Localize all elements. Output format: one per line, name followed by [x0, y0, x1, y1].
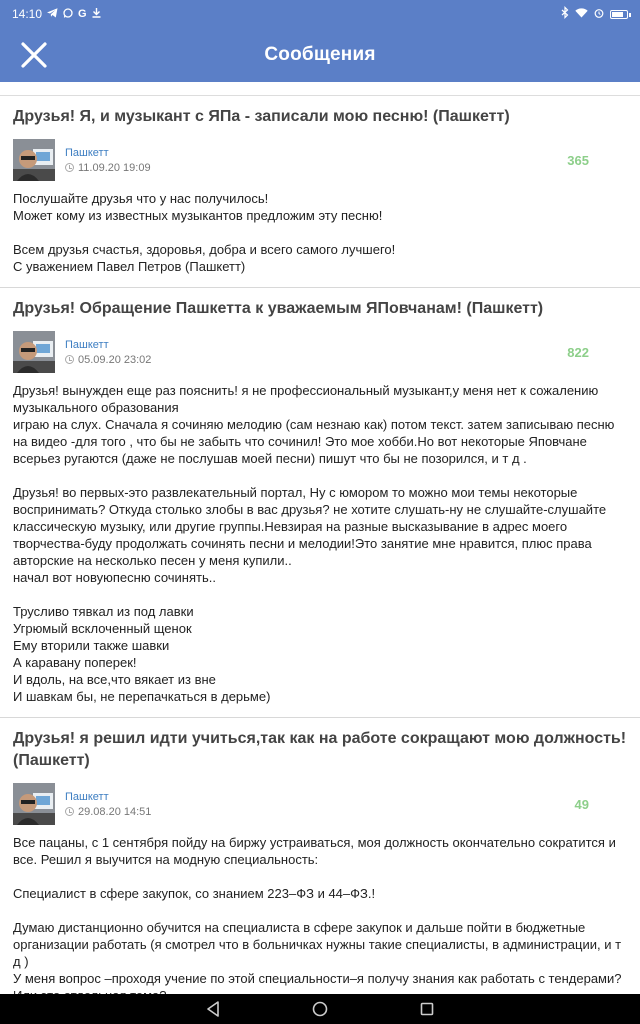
clock-icon	[65, 807, 74, 816]
post-card[interactable]	[0, 96, 640, 288]
clock-icon	[65, 163, 74, 172]
post-meta-text	[65, 790, 151, 819]
post-body-line: И шавкам бы, не перепачкаться в дерьме)	[13, 689, 271, 704]
post-body-line: начал вот новуюпесню сочинять..	[13, 570, 216, 585]
system-nav-bar	[0, 994, 640, 1024]
post-body-line: У меня вопрос –проходя учение по этой специальности–я получу знания как работать с тендерами?	[13, 971, 622, 986]
close-icon	[20, 41, 48, 69]
post-body	[13, 834, 627, 1004]
google-icon: G	[78, 7, 87, 20]
post-body-line: Послушайте друзья что у нас получилось!	[13, 191, 269, 206]
bluetooth-icon	[561, 7, 569, 21]
post-title[interactable]: Друзья! Обращение Пашкетта к уважаемым ЯПовчанам! (Пашкетт)	[13, 300, 544, 317]
views-count: 49	[574, 796, 589, 812]
wifi-icon	[575, 8, 588, 21]
post-title[interactable]: Друзья! Я, и музыкант с ЯПа - записали мою песню! (Пашкетт)	[13, 108, 510, 125]
nav-back-button[interactable]	[205, 1001, 221, 1017]
post-body-line	[13, 868, 627, 885]
messages-list[interactable]	[0, 82, 640, 994]
post-body	[13, 190, 627, 275]
post-body-line	[13, 467, 627, 484]
post-meta	[13, 782, 627, 826]
post-body-line: Может кому из известных музыкантов предложим эту песню!	[13, 208, 383, 223]
post-date-text: 11.09.20 19:09	[78, 161, 151, 174]
avatar[interactable]	[13, 331, 55, 373]
avatar[interactable]	[13, 783, 55, 825]
alarm-icon	[594, 8, 604, 21]
post-body-line: Специалист в сфере закупок, со знанием 223–ФЗ и 44–ФЗ.!	[13, 886, 376, 901]
post-title[interactable]: Друзья! я решил идти учиться,так как на работе сокращают мою должность! (Пашкетт)	[13, 730, 627, 769]
post-body-line: Друзья! вынужден еще раз пояснить! я не профессиональный музыкант,у меня нет к сожалению музыкального образования	[13, 383, 599, 415]
post-card[interactable]	[0, 288, 640, 718]
post-body-line	[13, 224, 627, 241]
post-body-line: Друзья! во первых-это развлекательный портал, Ну с юмором то можно мои темы некоторые воспринимать? Откуда столько злобы в вас друзья? не хотите слушать-ну не слушайте-слушайте классическую музыку, или другие группы.Невзирая на разные высказывание в адрес моего творчества-буду продолжать сочинять песни и мелодии!Это занятие мне нравится, плюс права авторские на несколько песен у меня купили..	[13, 485, 607, 568]
close-button[interactable]	[20, 41, 48, 69]
status-time: 14:10	[12, 7, 43, 21]
views-count: 365	[567, 152, 589, 168]
post-body-line: И вдоль, на все,что вякает из вне	[13, 672, 216, 687]
post-date	[65, 805, 151, 819]
post-body-line: Ему вторили также шавки	[13, 638, 170, 653]
author-link[interactable]: Пашкетт	[65, 790, 109, 803]
nav-home-button[interactable]	[312, 1001, 328, 1017]
post-date-text: 29.08.20 14:51	[78, 805, 152, 818]
author-link[interactable]: Пашкетт	[65, 338, 109, 351]
download-icon	[92, 8, 101, 21]
telegram-icon	[47, 8, 58, 21]
post-date	[65, 161, 151, 175]
list-top-divider	[0, 82, 640, 96]
post-body	[13, 382, 627, 705]
post-date	[65, 353, 151, 367]
app-bar	[0, 28, 640, 82]
post-body-line	[13, 902, 627, 919]
nav-back-icon	[206, 1001, 220, 1017]
posts-container	[0, 96, 640, 1017]
battery-fill	[612, 12, 623, 17]
status-bar	[0, 0, 640, 28]
whatsapp-icon	[63, 8, 73, 21]
post-card[interactable]	[0, 718, 640, 1017]
post-body-line: Все пацаны, с 1 сентября пойду на биржу устраиваться, моя должность окончательно сократится и все. Решил я выучится на модную специальность:	[13, 835, 616, 867]
page-title: Сообщения	[264, 44, 376, 65]
nav-recents-button[interactable]	[419, 1001, 435, 1017]
avatar[interactable]	[13, 139, 55, 181]
clock-icon	[65, 355, 74, 364]
post-body-line: Трусливо тявкал из под лавки	[13, 604, 194, 619]
author-link[interactable]: Пашкетт	[65, 146, 109, 159]
post-body-line	[13, 586, 627, 603]
post-meta	[13, 138, 627, 182]
post-meta	[13, 330, 627, 374]
post-body-line: Думаю дистанционно обучится на специалиста в сфере закупок и дальше пойти в бюджетные организации работать (я смотрел что в больничках нужны такие специалисты, в администрации, и т д )	[13, 920, 622, 969]
post-body-line: играю на слух. Сначала я сочиняю мелодию (сам незнаю как) потом текст. затем записываю песню на видео -для того , что бы не забыть что сочинил! Это мое хобби.Но вот некоторые Яповчане всерьез ругаются (даже не послушав моей песни) пишут что бы не позорился, и т д .	[13, 417, 615, 466]
post-body-line: Угрюмый всклоченный щенок	[13, 621, 192, 636]
post-body-line: С уважением Павел Петров (Пашкетт)	[13, 259, 246, 274]
views-count: 822	[567, 344, 589, 360]
post-meta-text	[65, 146, 151, 175]
post-meta-text	[65, 338, 151, 367]
post-date-text: 05.09.20 23:02	[78, 353, 152, 366]
post-body-line: Всем друзья счастья, здоровья, добра и всего самого лучшего!	[13, 242, 396, 257]
battery-icon	[610, 10, 628, 19]
post-body-line: А каравану поперек!	[13, 655, 137, 670]
nav-home-icon	[312, 1001, 328, 1017]
nav-recents-icon	[420, 1002, 434, 1016]
